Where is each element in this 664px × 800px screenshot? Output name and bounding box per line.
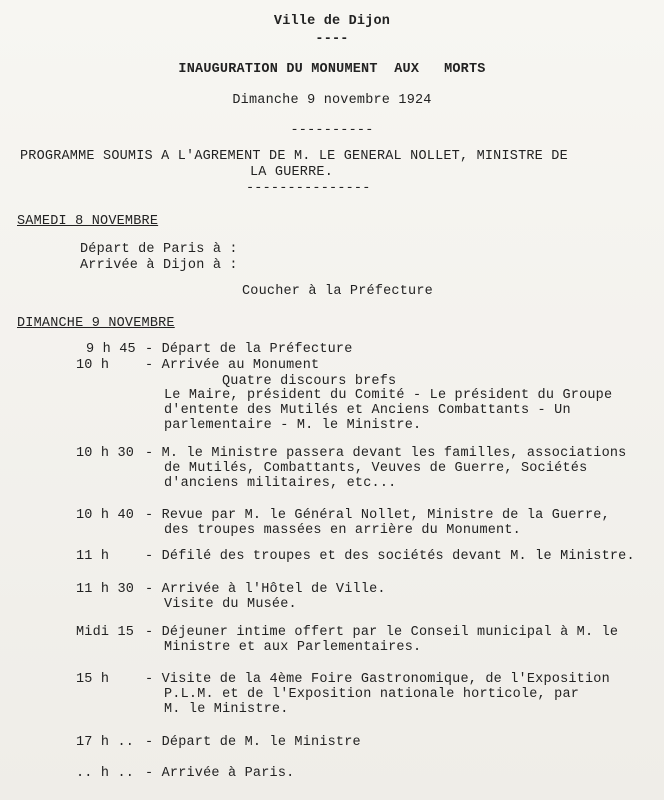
event-text: - Visite de la 4ème Foire Gastronomique, de l'Exposition — [145, 672, 610, 687]
separator: ---------- — [290, 123, 374, 138]
event-text: Ministre et aux Parlementaires. — [164, 640, 422, 655]
event-time: 9 h 45 — [86, 342, 136, 357]
event-time: 10 h 40 — [76, 508, 135, 523]
event-text: d'entente des Mutilés et Anciens Combattants - Un — [164, 403, 571, 418]
event-text: - Départ de la Préfecture — [145, 342, 353, 357]
event-text: M. le Ministre. — [164, 702, 289, 717]
coucher-prefecture: Coucher à la Préfecture — [242, 284, 433, 299]
event-text: - Arrivée à l'Hôtel de Ville. — [145, 582, 386, 597]
event-time: .. h .. — [76, 766, 135, 781]
event-text: P.L.M. et de l'Exposition nationale horticole, par — [164, 687, 580, 702]
event-text: - M. le Ministre passera devant les familles, associations — [145, 446, 627, 461]
event-text: - Déjeuner intime offert par le Conseil municipal à M. le — [145, 625, 619, 640]
separator: ---- — [315, 32, 349, 47]
arrivee-dijon: Arrivée à Dijon à : — [80, 258, 238, 273]
event-time: 15 h — [76, 672, 110, 687]
event-text: de Mutilés, Combattants, Veuves de Guerre, Sociétés — [164, 461, 588, 476]
event-text: parlementaire - M. le Ministre. — [164, 418, 422, 433]
programme-line-2: LA GUERRE. — [250, 165, 334, 180]
event-time: Midi 15 — [76, 625, 135, 640]
event-text: - Défilé des troupes et des sociétés devant M. le Ministre. — [145, 549, 635, 564]
event-text: Quatre discours brefs — [222, 374, 397, 389]
depart-paris: Départ de Paris à : — [80, 242, 238, 257]
event-date: Dimanche 9 novembre 1924 — [232, 93, 432, 108]
event-text: - Arrivée au Monument — [145, 358, 320, 373]
document-title: INAUGURATION DU MONUMENT AUX MORTS — [178, 62, 486, 77]
event-time: 10 h — [76, 358, 110, 373]
programme-line-1: PROGRAMME SOUMIS A L'AGREMENT DE M. LE GENERAL NOLLET, MINISTRE DE — [20, 149, 568, 164]
event-text: - Revue par M. le Général Nollet, Ministre de la Guerre, — [145, 508, 610, 523]
saturday-heading: SAMEDI 8 NOVEMBRE — [17, 214, 159, 229]
separator: --------------- — [246, 181, 371, 196]
event-text: d'anciens militaires, etc... — [164, 476, 397, 491]
event-text: Le Maire, président du Comité - Le président du Groupe — [164, 388, 613, 403]
city-heading: Ville de Dijon — [273, 14, 391, 29]
sunday-heading: DIMANCHE 9 NOVEMBRE — [17, 316, 175, 331]
event-time: 11 h — [76, 549, 110, 564]
event-text: - Arrivée à Paris. — [145, 766, 295, 781]
event-time: 11 h 30 — [76, 582, 135, 597]
event-text: des troupes massées en arrière du Monument. — [164, 523, 521, 538]
event-text: Visite du Musée. — [164, 597, 297, 612]
event-text: - Départ de M. le Ministre — [145, 735, 361, 750]
event-time: 17 h .. — [76, 735, 135, 750]
event-time: 10 h 30 — [76, 446, 135, 461]
